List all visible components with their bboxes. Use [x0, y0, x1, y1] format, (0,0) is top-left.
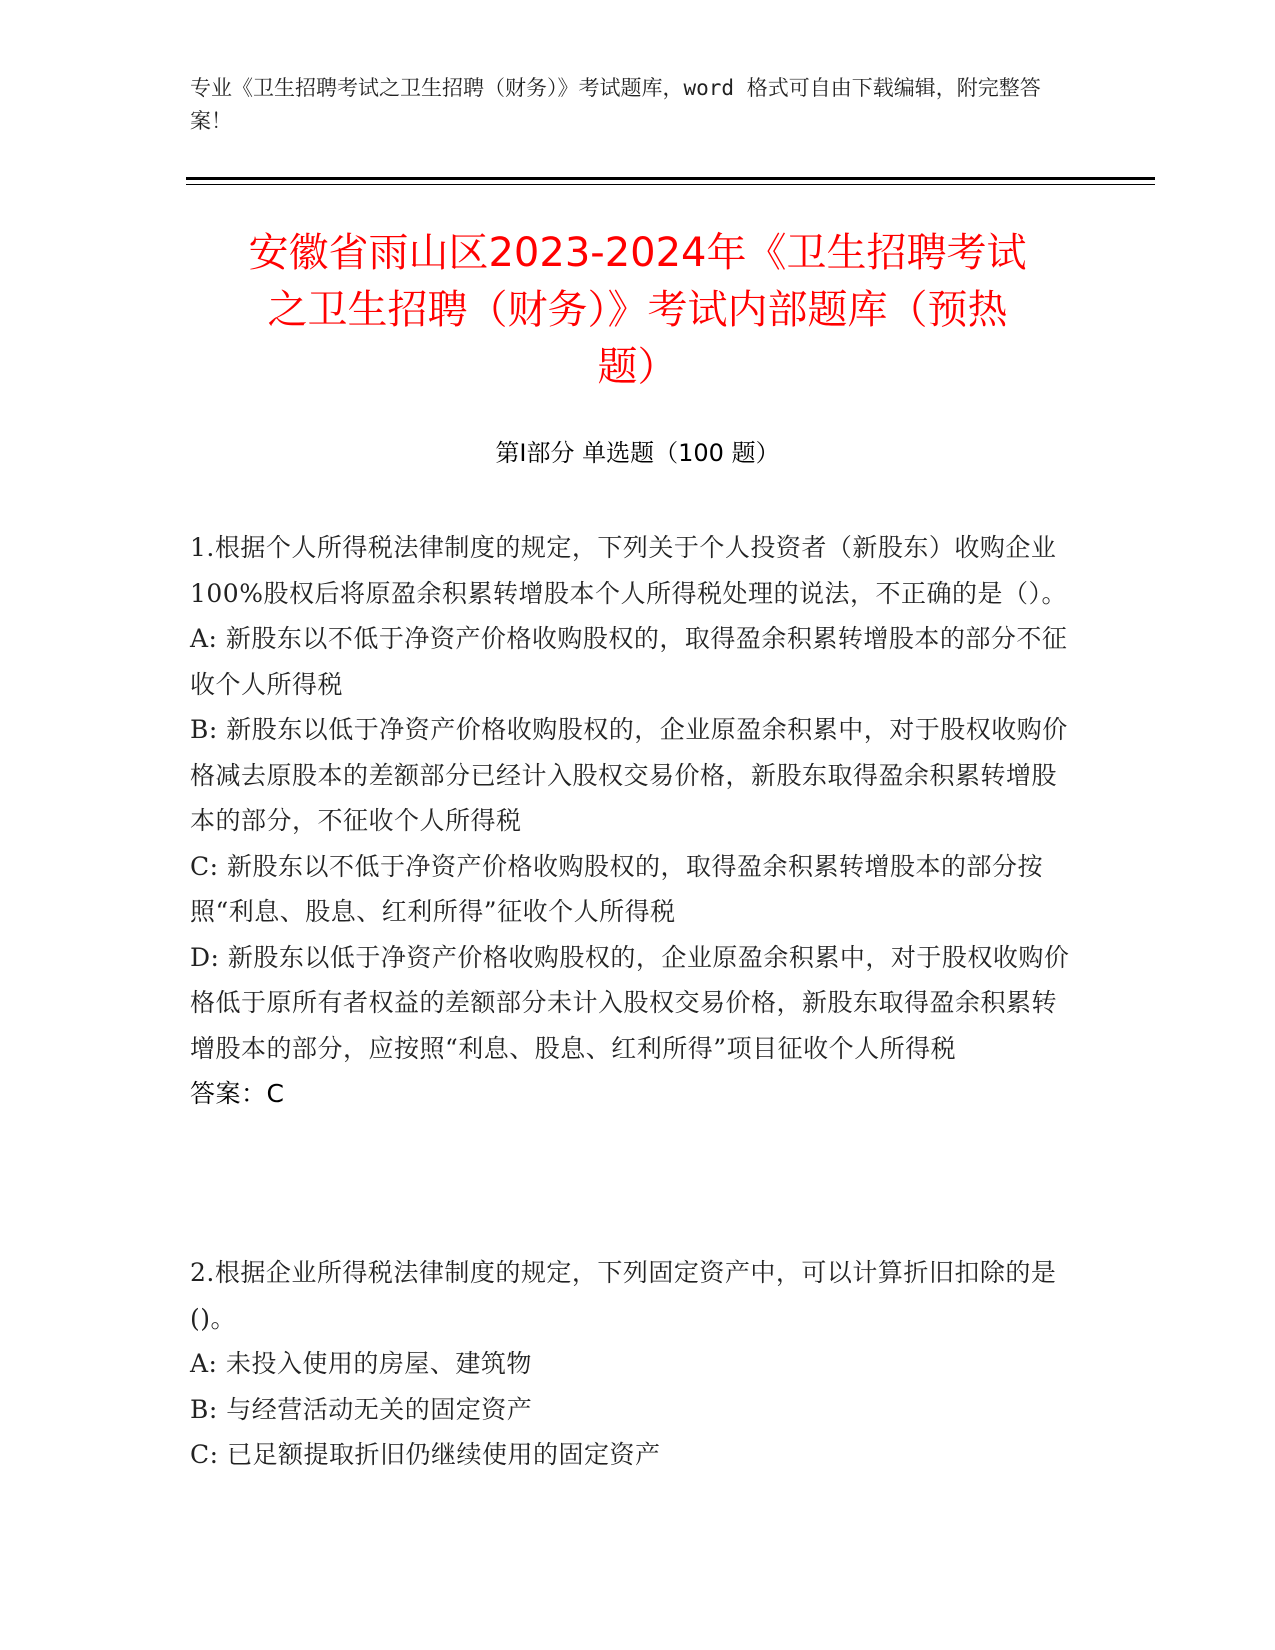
- option-a: A: 未投入使用的房屋、建筑物: [190, 1349, 532, 1378]
- header-divider-thin: [186, 184, 1155, 185]
- option-a: A: 新股东以不低于净资产价格收购股权的，取得盈余积累转增股本的部分不征收个人所得税: [190, 624, 1068, 699]
- question-1: [190, 525, 1075, 1117]
- document-title: [190, 225, 1085, 396]
- title-line-2: 之卫生招聘（财务）》考试内部题库（预热: [267, 287, 1008, 333]
- title-line-3: 题）: [597, 344, 678, 390]
- answer: 答案：C: [190, 1079, 285, 1108]
- header-note: 专业《卫生招聘考试之卫生招聘（财务）》考试题库，word 格式可自由下载编辑，附完整答案！: [190, 76, 1041, 133]
- title-line-1: 安徽省雨山区2023-2024年《卫生招聘考试: [248, 230, 1027, 276]
- option-b: B: 与经营活动无关的固定资产: [190, 1394, 533, 1424]
- option-d: D: 新股东以低于净资产价格收购股权的，企业原盈余积累中，对于股权收购价格低于原所有者权益的差额部分未计入股权交易价格，新股东取得盈余积累转增股本的部分，应按照“利息、股息、红利所得”项目征收个人所得税: [190, 942, 1070, 1063]
- option-c: C: 已足额提取折旧仍继续使用的固定资产: [190, 1440, 661, 1469]
- option-b: B: 新股东以低于净资产价格收购股权的，企业原盈余积累中，对于股权收购价格减去原股本的差额部分已经计入股权交易价格，新股东取得盈余积累转增股本的部分，不征收个人所得税: [190, 715, 1068, 835]
- option-c: C: 新股东以不低于净资产价格收购股权的，取得盈余积累转增股本的部分按照“利息、股息、红利所得”征收个人所得税: [190, 851, 1044, 926]
- header-divider-thick: [186, 177, 1155, 180]
- question-stem: 2.根据企业所得税法律制度的规定，下列固定资产中，可以计算折旧扣除的是()。: [190, 1258, 1057, 1333]
- section-title: 第Ⅰ部分 单选题（100 题）: [495, 439, 780, 467]
- question-stem: 1.根据个人所得税法律制度的规定，下列关于个人投资者（新股东）收购企业100%股权后将原盈余积累转增股本个人所得税处理的说法，不正确的是（）。: [190, 533, 1067, 608]
- question-2: [190, 1250, 1075, 1478]
